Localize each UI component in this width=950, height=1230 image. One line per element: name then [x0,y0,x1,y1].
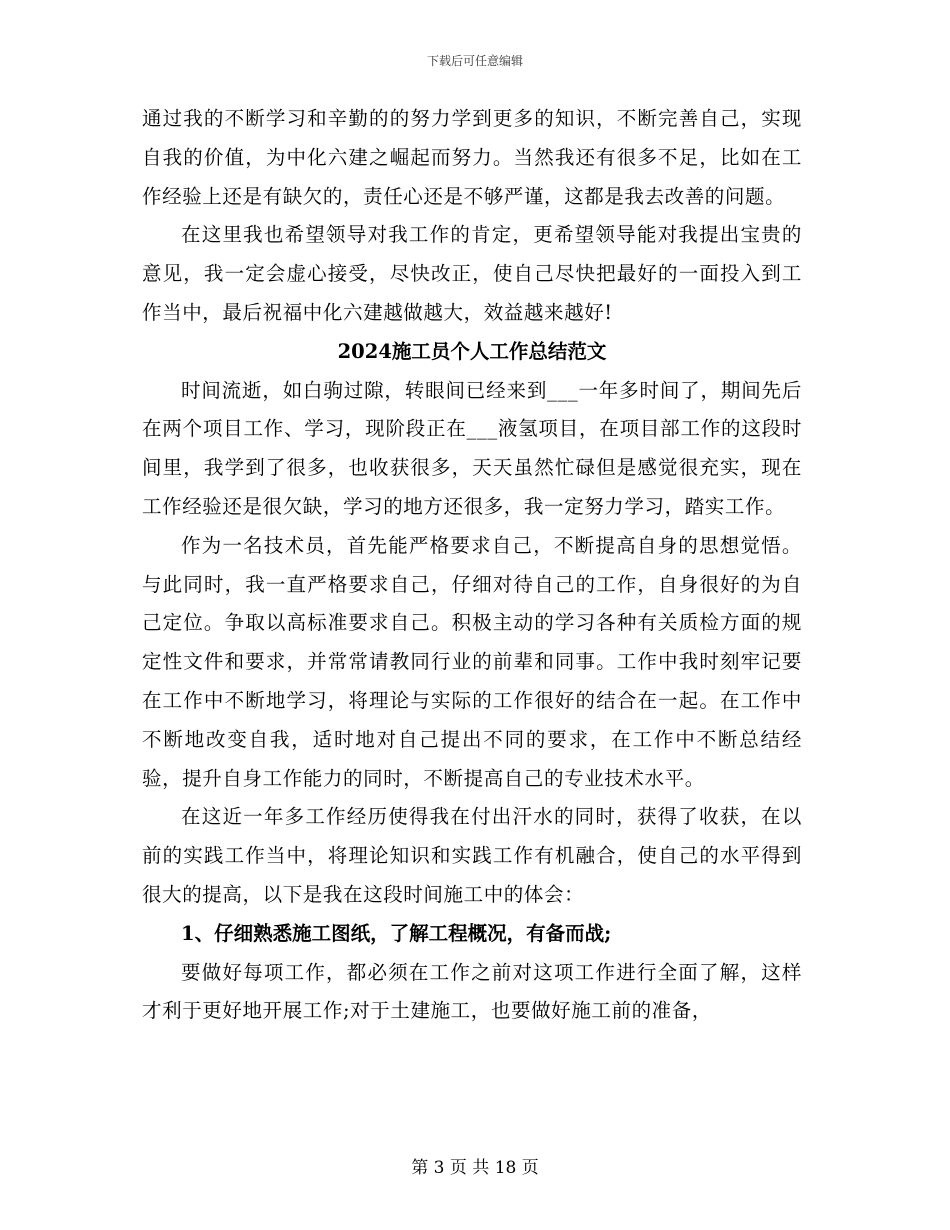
paragraph-intro: 时间流逝，如白驹过隙，转眼间已经来到___一年多时间了，期间先后在两个项目工作、学习，现阶段正在___液氢项目，在项目部工作的这段时间里，我学到了很多，也收获很多，天天虽然忙碌但是感觉很充实，现在工作经验还是很欠缺，学习的地方还很多，我一定努力学习，踏实工作。 [142,378,802,518]
paragraph-technician: 作为一名技术员，首先能严格要求自己，不断提高自身的思想觉悟。与此同时，我一直严格要求自己，仔细对待自己的工作，自身很好的为自己定位。争取以高标准要求自己。积极主动的学习各种有关质检方面的规定性文件和要求，并常常请教同行业的前辈和同事。工作中我时刻牢记要在工作中不断地学习，将理论与实际的工作很好的结合在一起。在工作中不断地改变自我，适时地对自己提出不同的要求，在工作中不断总结经验，提升自身工作能力的同时，不断提高自己的专业技术水平。 [142,533,802,790]
paragraph-experience: 在这近一年多工作经历使得我在付出汗水的同时，获得了收获，在以前的实践工作当中，将理论知识和实践工作有机融合，使自己的水平得到很大的提高，以下是我在这段时间施工中的体会： [142,805,802,906]
paragraph-preparation: 要做好每项工作，都必须在工作之前对这项工作进行全面了解，这样才利于更好地开展工作;对于土建施工，也要做好施工前的准备， [142,960,802,1023]
page-header: 下载后可任意编辑 [426,54,523,68]
document-title: 2024施工员个人工作总结范文 [337,339,607,363]
section-heading: 1、仔细熟悉施工图纸，了解工程概况，有备而战; [181,921,612,945]
document-body [142,100,802,1031]
paragraph-closing: 在这里我也希望领导对我工作的肯定，更希望领导能对我提出宝贵的意见，我一定会虚心接受，尽快改正，使自己尽快把最好的一面投入到工作当中，最后祝福中化六建越做越大，效益越来越好! [142,223,802,324]
page-number: 第 3 页 共 18 页 [411,1158,539,1178]
paragraph-continued: 通过我的不断学习和辛勤的的努力学到更多的知识，不断完善自己，实现自我的价值，为中化六建之崛起而努力。当然我还有很多不足，比如在工作经验上还是有缺欠的，责任心还是不够严谨，这都是我去改善的问题。 [142,107,802,208]
